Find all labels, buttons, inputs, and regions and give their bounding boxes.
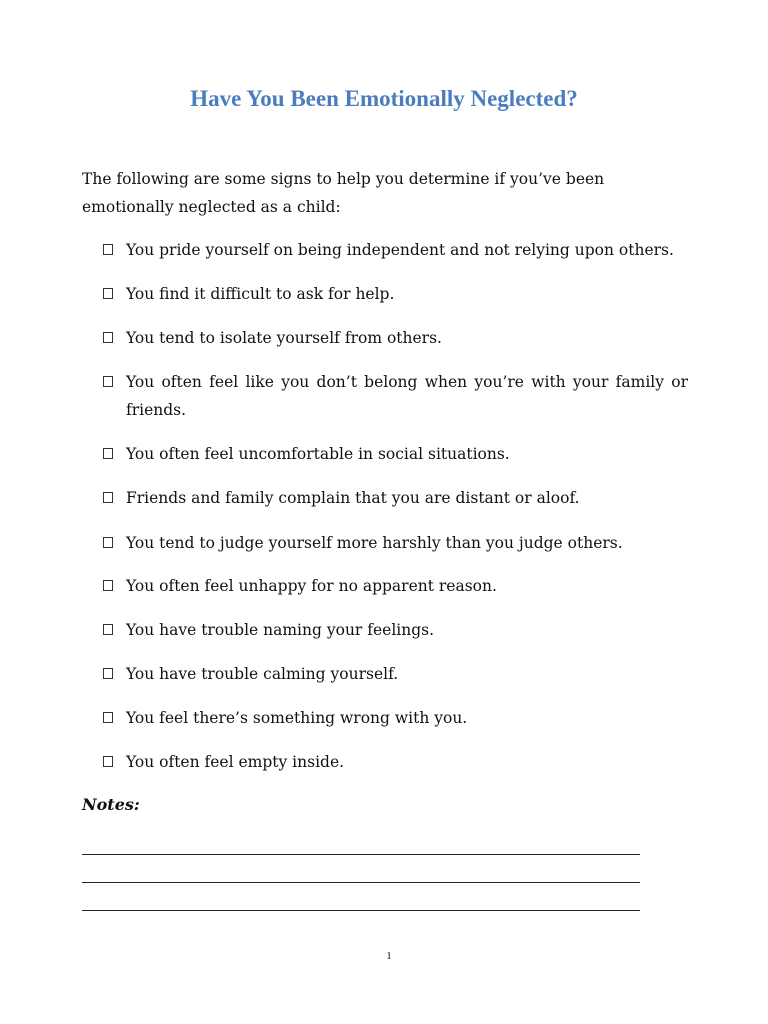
checkbox[interactable]	[103, 712, 113, 723]
page-title: Have You Been Emotionally Neglected?	[190, 86, 578, 111]
checklist-item	[103, 368, 688, 424]
checklist-item-text: You often feel unhappy for no apparent reason.	[126, 577, 497, 595]
checkbox[interactable]	[103, 448, 113, 459]
checklist-item	[103, 484, 688, 512]
checklist-item	[103, 280, 688, 308]
checkbox[interactable]	[103, 376, 113, 387]
checkbox[interactable]	[103, 537, 113, 548]
checklist-item-text: You find it difficult to ask for help.	[126, 285, 395, 303]
checklist-item-text: You often feel like you don’t belong when you’re with your family or friends.	[126, 373, 688, 419]
checklist-item-text: You often feel uncomfortable in social situations.	[126, 445, 510, 463]
checkbox[interactable]	[103, 580, 113, 591]
checklist-item	[103, 704, 688, 732]
checklist-item-text: You often feel empty inside.	[126, 753, 345, 771]
checkbox[interactable]	[103, 332, 113, 343]
intro-paragraph: The following are some signs to help you determine if you’ve been emotionally neglected as a child:	[82, 170, 605, 216]
checklist-item	[103, 660, 688, 688]
notes-line[interactable]	[82, 854, 640, 855]
checklist-item-text: You have trouble naming your feelings.	[126, 621, 435, 639]
checklist-item-text: Friends and family complain that you are distant or aloof.	[126, 489, 580, 507]
checklist-item	[103, 440, 688, 468]
notes-label: Notes:	[82, 795, 140, 814]
checkbox[interactable]	[103, 756, 113, 767]
checklist-item	[103, 324, 688, 352]
checklist-item	[103, 616, 688, 644]
checklist-item	[103, 236, 688, 264]
checklist-item-text: You tend to isolate yourself from others.	[126, 329, 442, 347]
checkbox[interactable]	[103, 288, 113, 299]
checkbox[interactable]	[103, 492, 113, 503]
page-number: 1	[386, 950, 392, 962]
checkbox[interactable]	[103, 624, 113, 635]
checklist-item	[103, 529, 688, 557]
checklist-item-text: You feel there’s something wrong with you.	[126, 709, 468, 727]
checklist-item-text: You pride yourself on being independent and not relying upon others.	[126, 241, 674, 259]
checklist-item	[103, 748, 688, 776]
checkbox[interactable]	[103, 244, 113, 255]
checklist-item-text: You have trouble calming yourself.	[126, 665, 399, 683]
checklist-item	[103, 572, 688, 600]
notes-line[interactable]	[82, 882, 640, 883]
checklist-item-text: You tend to judge yourself more harshly than you judge others.	[126, 534, 623, 552]
notes-line[interactable]	[82, 910, 640, 911]
checkbox[interactable]	[103, 668, 113, 679]
